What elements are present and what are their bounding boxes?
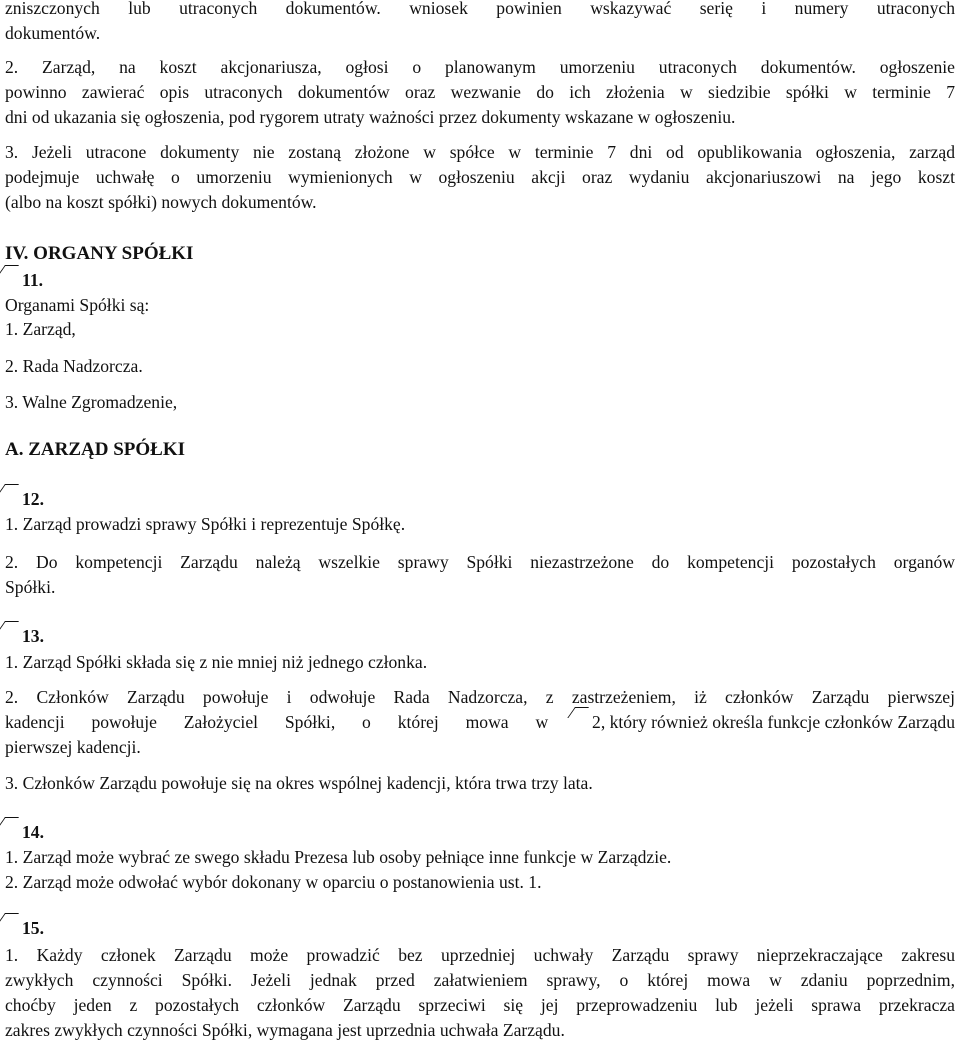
text-line: zniszczonych lub utraconych dokumentów. wniosek powinien wskazywać serię i numery utraconych	[5, 0, 955, 18]
section-12	[5, 487, 955, 512]
text-line: 3. Jeżeli utracone dokumenty nie zostaną złożone w spółce w terminie 7 dni od opublikowania ogłoszenia, zarząd	[5, 142, 955, 162]
text-line: powinno zawierać opis utraconych dokumentów oraz wezwanie do ich złożenia w siedzibie spółki w terminie 7	[5, 82, 955, 102]
text-line: 2. Do kompetencji Zarządu należą wszelkie sprawy Spółki niezastrzeżone do kompetencji pozostałych organów	[5, 552, 955, 572]
text-fragment: kadencji powołuje Założyciel Spółki, o której mowa w	[5, 712, 549, 732]
text-line: podejmuje uchwałę o umorzeniu wymienionych w ogłoszeniu akcji oraz wydaniu akcjonariuszowi na jego koszt	[5, 167, 955, 187]
paragraph-3-resolution	[5, 140, 955, 215]
paragraph-15-1	[5, 943, 955, 1043]
organ-item: 1. Zarząd,	[5, 319, 76, 339]
organs-intro: Organami Spółki są:	[5, 295, 150, 315]
text-fragment: 2, który również określa funkcje członków Zarządu	[592, 712, 955, 732]
paragraph-13-1: 1. Zarząd Spółki składa się z nie mniej niż jednego członka.	[5, 652, 428, 672]
text-line: 2. Członków Zarządu powołuje i odwołuje Rada Nadzorcza, z zastrzeżeniem, iż członków Zarządu pierwszej	[5, 687, 955, 707]
section-number: 11.	[22, 270, 44, 290]
organ-item: 2. Rada Nadzorcza.	[5, 356, 143, 376]
section-11	[5, 268, 955, 293]
organ-item: 3. Walne Zgromadzenie,	[5, 392, 178, 412]
section-number: 15.	[22, 918, 44, 938]
section-14	[5, 820, 955, 845]
text-line: choćby jeden z pozostałych członków Zarządu sprzeciwi się jej przeprowadzeniu lub jeżeli sprawa przekracza	[5, 995, 955, 1015]
text-line: zakres zwykłych czynności Spółki, wymagana jest uprzednia uchwała Zarządu.	[5, 1020, 565, 1040]
section-13	[5, 624, 955, 649]
section-sign-icon	[5, 487, 955, 512]
section-sign-icon	[575, 710, 955, 735]
section-heading-board: A. ZARZĄD SPÓŁKI	[5, 439, 185, 460]
paragraph-2-announcement	[5, 55, 955, 130]
section-number: 12.	[22, 489, 44, 509]
text-line: zwykłych czynności Spółki. Jeżeli jednak przed załatwieniem sprawy, o której mowa w zdaniu poprzednim,	[5, 970, 955, 990]
paragraph-14-2: 2. Zarząd może odwołać wybór dokonany w oparciu o postanowienia ust. 1.	[5, 872, 542, 892]
section-heading-organs: IV. ORGANY SPÓŁKI	[5, 243, 194, 264]
paragraph-12-1: 1. Zarząd prowadzi sprawy Spółki i reprezentuje Spółkę.	[5, 514, 406, 534]
text-line	[5, 710, 955, 735]
paragraph-lost-documents-request	[5, 0, 955, 46]
text-line: 1. Każdy członek Zarządu może prowadzić bez uprzedniej uchwały Zarządu sprawy nieprzekraczające zakresu	[5, 945, 955, 965]
paragraph-14-1: 1. Zarząd może wybrać ze swego składu Prezesa lub osoby pełniące inne funkcje w Zarządzie.	[5, 847, 672, 867]
text-line: 2. Zarząd, na koszt akcjonariusza, ogłosi o planowanym umorzeniu utraconych dokumentów. ogłoszenie	[5, 57, 955, 77]
section-15	[5, 916, 955, 941]
section-sign-icon	[5, 820, 955, 845]
section-number: 14.	[22, 822, 44, 842]
text-line: (albo na koszt spółki) nowych dokumentów.	[5, 192, 317, 212]
paragraph-13-2	[5, 685, 955, 760]
paragraph-13-3: 3. Członków Zarządu powołuje się na okres wspólnej kadencji, która trwa trzy lata.	[5, 773, 593, 793]
section-sign-icon	[5, 268, 955, 293]
text-line: dni od ukazania się ogłoszenia, pod rygorem utraty ważności przez dokumenty wskazane w ogłoszeniu.	[5, 107, 736, 127]
text-line: dokumentów.	[5, 23, 101, 43]
paragraph-12-2	[5, 550, 955, 600]
text-line: Spółki.	[5, 577, 56, 597]
section-sign-icon	[5, 916, 955, 941]
text-line: pierwszej kadencji.	[5, 737, 141, 757]
section-sign-icon	[5, 624, 955, 649]
section-number: 13.	[22, 626, 44, 646]
